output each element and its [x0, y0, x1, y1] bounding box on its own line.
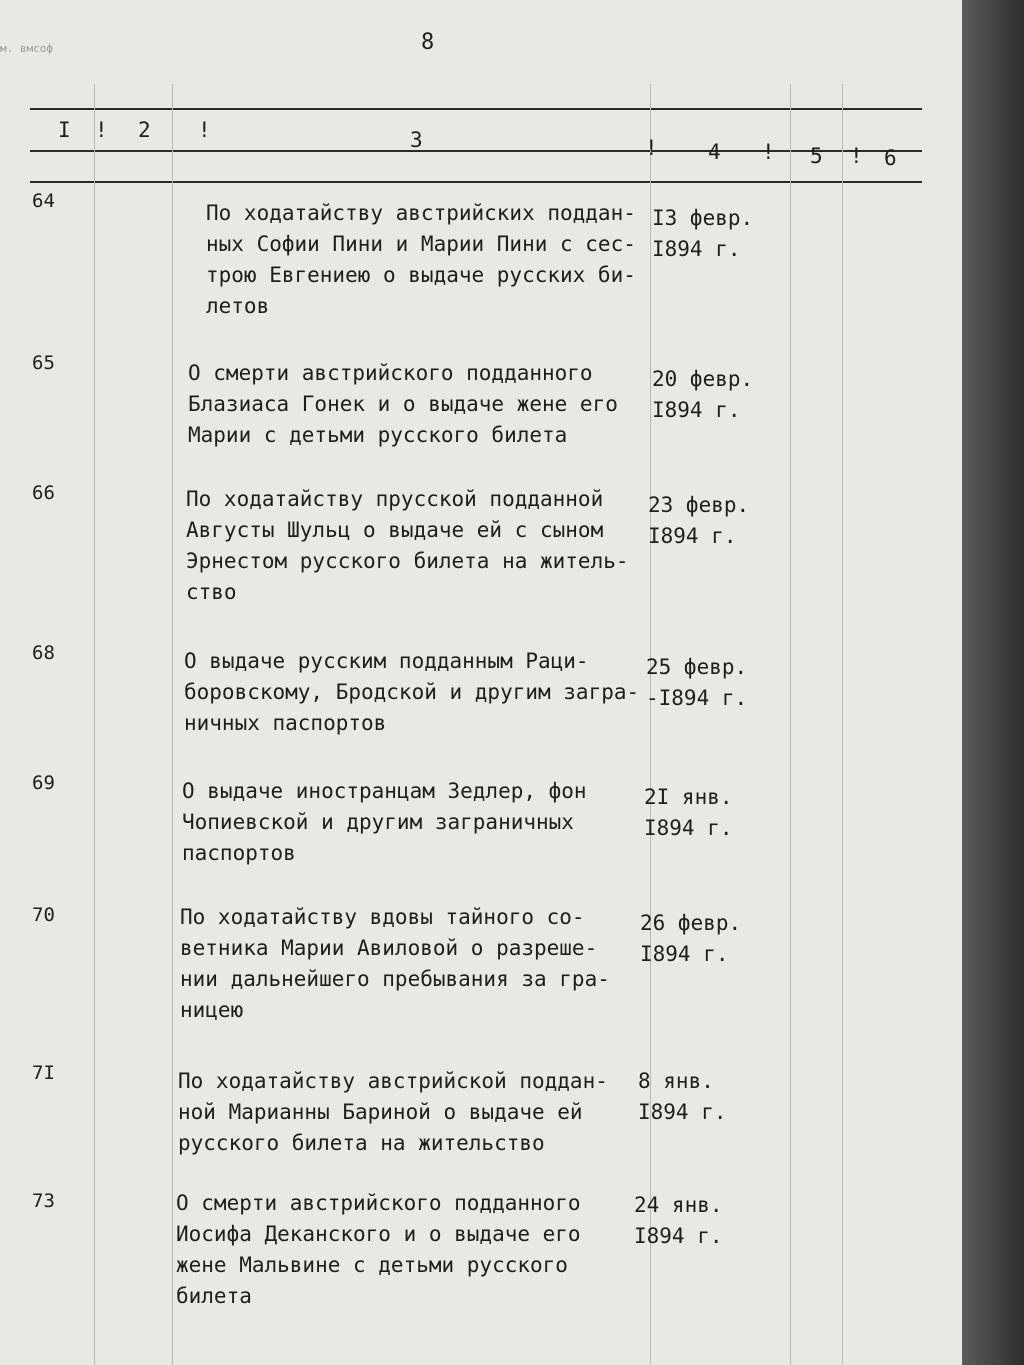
- entry-number: 73: [32, 1190, 55, 1212]
- header-separator: !: [198, 118, 211, 142]
- header-top-rule: [30, 108, 922, 110]
- header-col-5: 5: [810, 144, 823, 168]
- entry-number: 64: [32, 190, 55, 212]
- header-col-4: 4: [708, 140, 721, 164]
- corner-stamp-text: м. вмсоф: [0, 42, 53, 55]
- entry-description: О выдаче русским подданным Раци- боровскому, Бродской и другим загра- ничных паспортов: [184, 649, 640, 735]
- column-guide: [172, 84, 173, 1365]
- entry-number: 69: [32, 772, 55, 794]
- entry-date: 2I янв. I894 г.: [644, 785, 733, 840]
- entry-description: По ходатайству прусской подданной Августы Шульц о выдаче ей с сыном Эрнестом русского билета на житель- ство: [186, 487, 629, 604]
- header-separator: !: [850, 144, 863, 168]
- entry-date: 26 февр. I894 г.: [640, 911, 742, 966]
- header-col-1: I: [58, 118, 71, 142]
- entry-date: 23 февр. I894 г.: [648, 493, 750, 548]
- column-guide: [842, 84, 843, 1365]
- column-guide: [790, 84, 791, 1365]
- entry-description: По ходатайству австрийских поддан- ных Софии Пини и Марии Пини с сес- трою Евгениею о выдаче русских би- летов: [206, 201, 636, 318]
- page-edge-shadow: [962, 0, 1024, 1365]
- header-col-3: 3: [410, 128, 423, 152]
- header-col-2: 2: [138, 118, 151, 142]
- entry-description: О смерти австрийского подданного Иосифа Деканского и о выдаче его жене Мальвине с детьми русского билета: [176, 1191, 581, 1308]
- column-guide: [650, 84, 651, 1365]
- header-separator: !: [762, 140, 775, 164]
- entry-date: 24 янв. I894 г.: [634, 1193, 723, 1248]
- column-guide: [94, 84, 95, 1365]
- entry-date: 25 февр. -I894 г.: [646, 655, 748, 710]
- entry-number: 70: [32, 904, 55, 926]
- entry-number: 7I: [32, 1062, 55, 1084]
- entry-date: 20 февр. I894 г.: [652, 367, 754, 422]
- entry-description: По ходатайству вдовы тайного со- ветника Марии Авиловой о разреше- нии дальнейшего пребывания за гра- ницею: [180, 905, 610, 1022]
- header-mid-rule: [30, 150, 922, 152]
- entry-number: 68: [32, 642, 55, 664]
- entry-date: 8 янв. I894 г.: [638, 1069, 727, 1124]
- entry-description: По ходатайству австрийской поддан- ной Марианны Бариной о выдаче ей русского билета на жительство: [178, 1069, 608, 1155]
- page-number: 8: [421, 30, 435, 55]
- entry-description: О выдаче иностранцам Зедлер, фон Чопиевской и другим заграничных паспортов: [182, 779, 587, 865]
- header-separator: !: [95, 118, 108, 142]
- entry-description: О смерти австрийского подданного Блазиаса Гонек и о выдаче жене его Марии с детьми русского билета: [188, 361, 618, 447]
- header-col-6: 6: [884, 146, 897, 170]
- entry-date: I3 февр. I894 г.: [652, 206, 754, 261]
- header-bottom-rule: [30, 181, 922, 183]
- entry-number: 65: [32, 352, 55, 374]
- header-separator: !: [645, 136, 658, 160]
- entry-number: 66: [32, 482, 55, 504]
